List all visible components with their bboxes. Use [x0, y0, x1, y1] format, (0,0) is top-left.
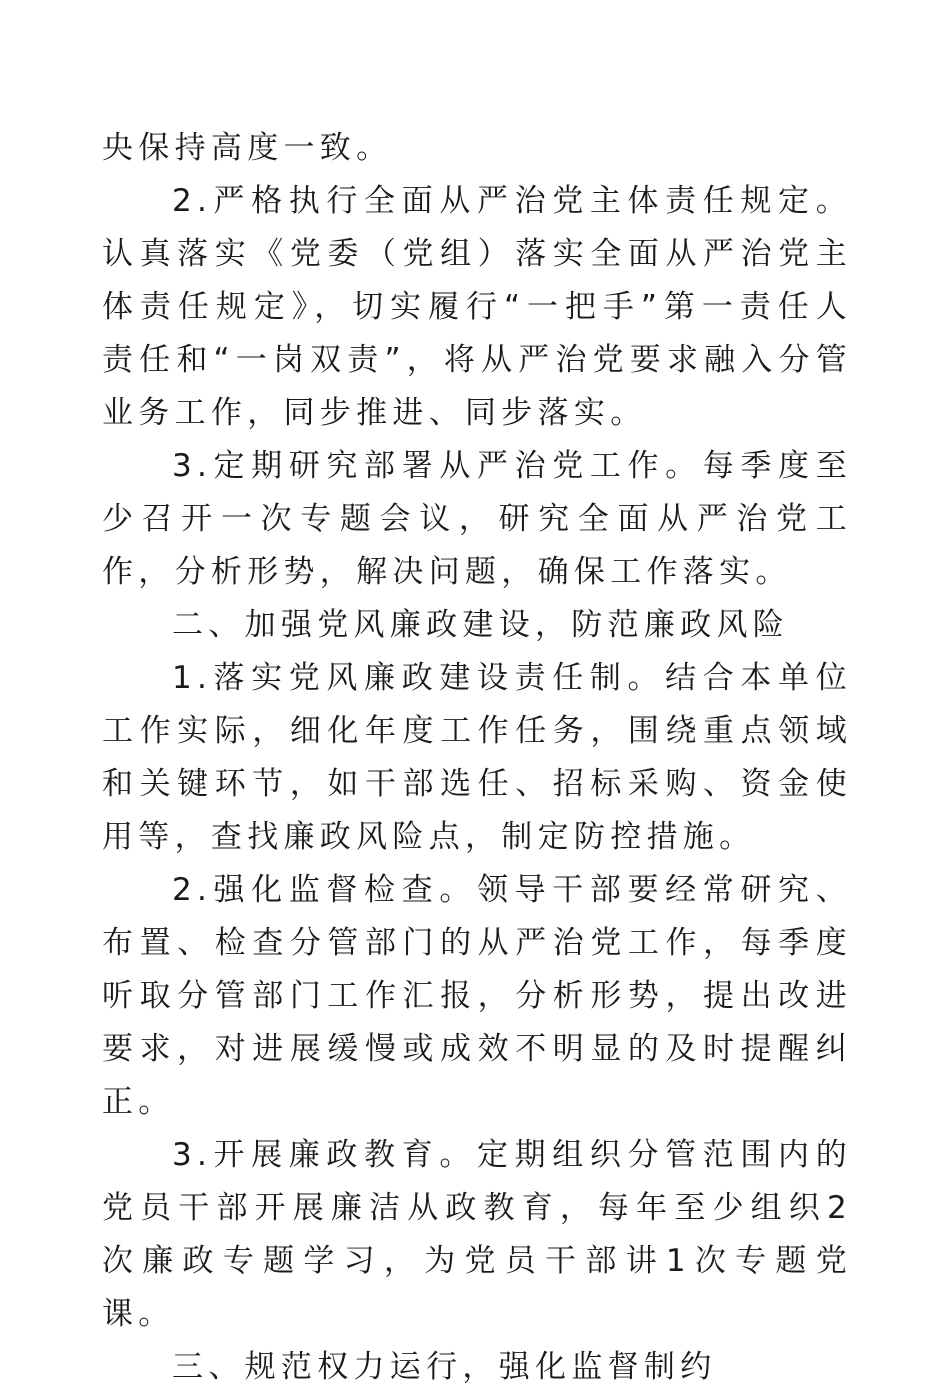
- paragraph-continuation: 央保持高度一致。: [102, 130, 393, 166]
- paragraph-item-1-3: 3.定期研究部署从严治党工作。每季度至少召开一次专题会议，研究全面从严治党工作，分析形势，解决问题，确保工作落实。: [102, 448, 852, 590]
- paragraph-item-2-2: 2.强化监督检查。领导干部要经常研究、布置、检查分管部门的从严治党工作，每季度听取分管部门工作汇报，分析形势，提出改进要求，对进展缓慢或成效不明显的及时提醒纠正。: [102, 872, 852, 1120]
- section-heading-2: 二、加强党风廉政建设，防范廉政风险: [172, 607, 790, 643]
- document-page: [102, 122, 852, 1394]
- section-heading-3: 三、规范权力运行，强化监督制约: [172, 1349, 717, 1385]
- paragraph-item-2-1: 1.落实党风廉政建设责任制。结合本单位工作实际，细化年度工作任务，围绕重点领域和关键环节，如干部选任、招标采购、资金使用等，查找廉政风险点，制定防控措施。: [102, 660, 852, 855]
- paragraph-item-2-3: 3.开展廉政教育。定期组织分管范围内的党员干部开展廉洁从政教育，每年至少组织2次廉政专题学习，为党员干部讲1次专题党课。: [102, 1137, 852, 1332]
- paragraph-item-1-2: 2.严格执行全面从严治党主体责任规定。认真落实《党委（党组）落实全面从严治党主体责任规定》，切实履行“一把手”第一责任人责任和“一岗双责”，将从严治党要求融入分管业务工作，同步推进、同步落实。: [102, 183, 852, 431]
